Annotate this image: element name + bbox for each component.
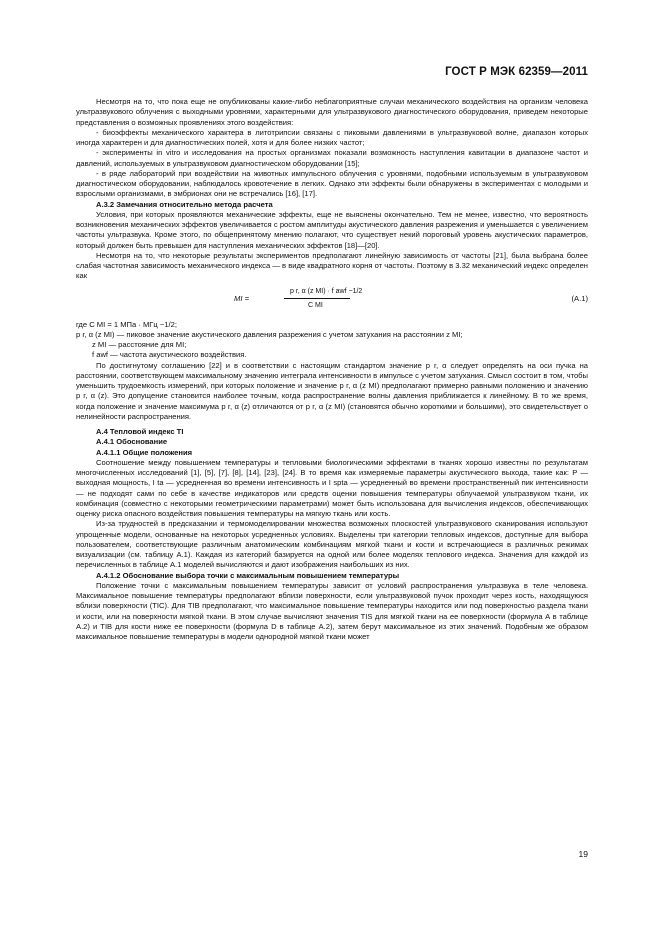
where-clause: z MI — расстояние для MI; [92,340,187,349]
where-clause: f awf — частота акустического воздействия. [92,350,247,360]
section-heading: А.4 Тепловой индекс TI [96,427,184,436]
fraction-bar [284,298,350,299]
document-page [76,0,588,936]
page-number: 19 [578,849,588,859]
section-heading: А.4.1.2 Обоснование выбора точки с максимальным повышением температуры [96,570,400,580]
bullet-item: - эксперименты in vitro и исследования на простых организмах показали возможность наступления кавитации в диапазоне частот и давлений, используемых в ультразвуковом диагностическом оборудовании [15]; [76,148,588,168]
standard-header: ГОСТ Р МЭК 62359—2011 [445,66,588,78]
paragraph: Соотношение между повышением температуры и тепловыми биологическими эффектами в тканях хорошо известны по результатам многочисленных исследований [1], [5], [7], [8], [14], [23], [24]. В то время как измеряемые параметры акустического выхода, такие как: P — выходная мощность, I ta — усредненная во времени интенсивность и I spta — усредненный во времени пространственный пик интенсивности — не подходят сами по себе в качестве индикаторов или средств оценки повышения температуры облучаемой ультразвуком ткани, их комбинация (совместно с некоторыми геометрическими параметрами) может быть использована для вычисления индексов, обеспечивающих оценку риска опасного воздействия повышения температуры на мягкую ткань или кость. [76,457,588,518]
formula-a1 [76,284,588,316]
paragraph: По достигнутому соглашению [22] и в соответствии с настоящим стандартом значение p r, α следует определять на оси пучка на расстоянии, соответствующем максимальному значению интеграла интенсивности в импульсе с учетом затухания. Смысл состоит в том, чтобы уменьшить трудоемкость измерений, при которых положение и значение p r, α (z MI) предполагают примерно равными положению и значению p r, α (z). Это допущение становится наиболее точным, когда распространение волны давления приближается к линейному. В то же время, когда положение и значение максимума p r, α (z) отличаются от p r, α (z MI) (становятся обычно короткими и большими), это свидетельствует о нелинейности распространения. [76,360,588,421]
formula-lhs: MI = [234,293,249,303]
bullet-item: - биоэффекты механического характера в литотрипсии связаны с пиковыми давлениями в ультразвуковой волне, диапазон которых иногда характерен и для диагностических полей, хотя и для более низких частот; [76,127,588,147]
where-clause: где C MI = 1 МПа · МГц −1/2; [76,319,177,329]
formula-numerator: p r, α (z MI) · f awf −1/2 [290,287,363,295]
where-clause: p r, α (z MI) — пиковое значение акустического давления разрежения с учетом затухания на расстоянии z MI; [76,329,463,339]
formula-denominator: C MI [308,301,323,309]
paragraph: Условия, при которых проявляются механические эффекты, еще не выяснены окончательно. Тем не менее, известно, что вероятность возникновения механических эффектов увеличивается с ростом амплитуды акустического давления разрежения и уменьшается с увеличением частоты ультразвука. Кроме этого, по общепринятому мнению полагают, что существует некий пороговый уровень акустических параметров, который должен быть превышен для наступления механических эффектов [18]—[20]. [76,209,588,250]
bullet-item: - в ряде лабораторий при воздействии на животных импульсного облучения с уровнями, подобными используемым в ультразвуковом диагностическом оборудовании, наблюдалось кровотечение в легких. Однако эти эффекты были обнаружены в экспериментах с молодыми и взрослыми организмами, в эмбрионах они не встречались [16], [17]. [76,168,588,199]
section-heading: А.3.2 Замечания относительно метода расчета [96,199,273,209]
section-heading: А.4.1 Обоснование [96,437,168,447]
section-heading: А.4.1.1 Общие положения [96,447,193,457]
document-body [76,97,588,642]
paragraph: Положение точки с максимальным повышением температуры зависит от условий распространения ультразвука в теле человека. Максимальное повышение температуры предполагают вблизи поверхности, если ультразвуковой пучок проходит через кость, находящуюся вблизи поверхности (TIC). Для TIB предполагают, что максимальное повышение температуры находится или под поверхностью раздела ткани и кости, или на поверхности мягкой ткани. В этом случае вычисляют значения TIS для мягкой ткани на ее поверхности (формула А в таблице А.2) и TIB для кости ниже ее поверхности (формула D в таблице А.2), затем берут максимальное из этих значений. Подобным же образом максимальное повышение температуры в модели однородной мягкой ткани может [76,580,588,641]
formula-number: (А.1) [571,293,588,303]
paragraph: Из-за трудностей в предсказании и термомоделировании множества возможных плоскостей ультразвукового сканирования используют упрощенные модели, основанные на некоторых усредненных условиях. Выделены три категории тепловых индексов, доступные для выбора пользователем, соответствующие различным анатомическим комбинациям мягкой ткани и кости и встречающиеся в различных режимах визуализации (см. таблицу А.1). Каждая из категорий базируется на одной или более моделях теплового индекса. Значения для каждой из перечисленных в таблице А.1 моделей вычисляются и дают изображения наибольших из них. [76,519,588,570]
paragraph: Несмотря на то, что пока еще не опубликованы какие-либо неблагоприятные случаи механического воздействия на организм человека ультразвукового облучения с выходными уровнями, характерными для ультразвукового диагностического оборудования, приведем некоторые представления о возможных проявлениях этого воздействия: [76,97,588,127]
paragraph: Несмотря на то, что некоторые результаты экспериментов предполагают линейную зависимость от частоты [21], была выбрана более слабая частотная зависимость механического индекса — в виде квадратного корня от частоты. Поэтому в 3.32 механический индекс определен как [76,250,588,281]
